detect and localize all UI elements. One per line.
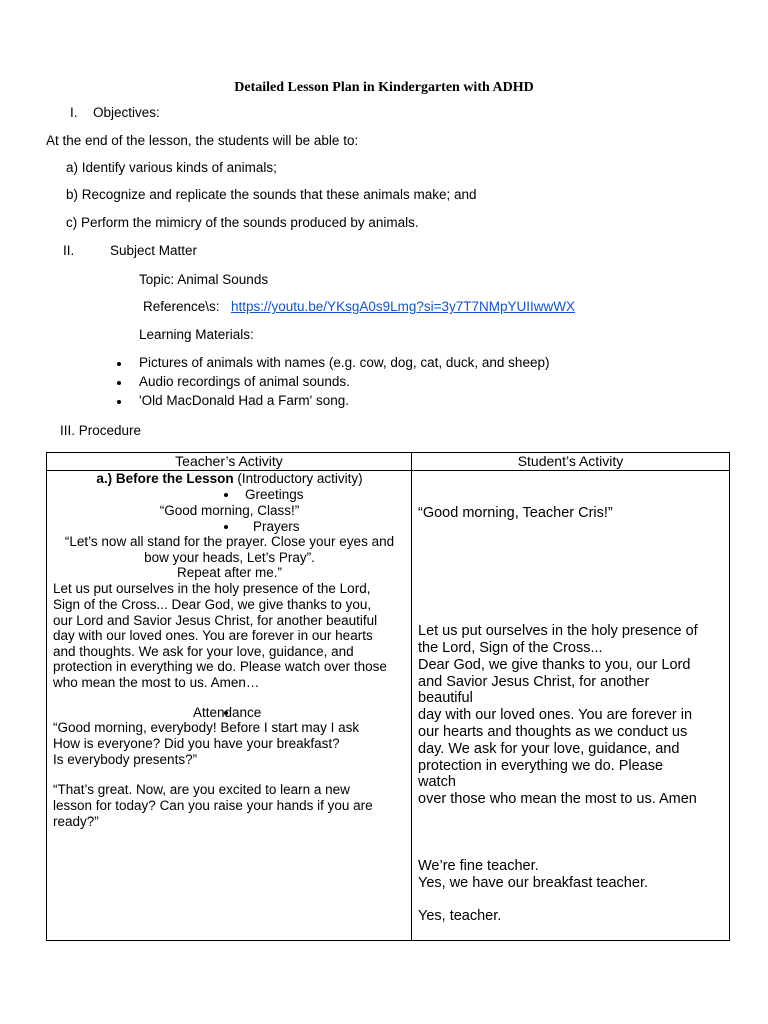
teacher-column-header: Teacher’s Activity (47, 453, 412, 471)
document-title: Detailed Lesson Plan in Kindergarten with ADHD (234, 80, 534, 95)
teacher-activity-cell (47, 471, 412, 941)
bullet-icon (224, 493, 228, 497)
phase-label: a.) Before the Lesson (96, 471, 234, 486)
bullet-icon (117, 400, 121, 404)
attendance-text-line: How is everyone? Did you have your breakfast? (53, 736, 340, 751)
student-fine-reply: We’re fine teacher. (418, 858, 539, 874)
student-breakfast-reply: Yes, we have our breakfast teacher. (418, 875, 648, 891)
prayer-instruction: “Let’s now all stand for the prayer. Close your eyes and (64, 534, 395, 549)
student-prayer-line: and Savior Jesus Christ, for another (418, 674, 650, 690)
student-prayer-line: protection in everything we do. Please (418, 758, 664, 774)
objective-item: a) Identify various kinds of animals; (66, 160, 277, 175)
subject-numeral: II. (63, 243, 75, 258)
attendance-label: Attendance (193, 705, 262, 720)
excite-text-line: ready?” (53, 814, 99, 829)
student-prayer-line: day. We ask for your love, guidance, and (418, 741, 680, 757)
prayer-instruction: bow your heads, Let’s Pray”. (144, 550, 315, 565)
student-prayer-line: beautiful (418, 690, 473, 706)
objectives-heading: Objectives: (93, 105, 160, 120)
prayers-label: Prayers (253, 519, 300, 534)
prayer-text-line: Sign of the Cross... Dear God, we give thanks to you, (53, 597, 372, 612)
student-prayer-line: over those who mean the most to us. Amen (418, 791, 697, 807)
student-prayer-line: Let us put ourselves in the holy presence of (418, 623, 698, 639)
student-yes-reply: Yes, teacher. (418, 908, 502, 924)
prayer-text-line: our Lord and Savior Jesus Christ, for another beautiful (53, 613, 378, 628)
procedure-heading: III. Procedure (60, 423, 142, 438)
student-activity-cell (412, 471, 730, 941)
student-prayer-line: watch (418, 774, 456, 790)
materials-label: Learning Materials: (139, 327, 254, 342)
prayer-text-line: day with our loved ones. You are forever in our hearts (53, 628, 373, 643)
student-prayer-line: our hearts and thoughts as we conduct us (418, 724, 688, 740)
bullet-icon (117, 381, 121, 385)
prayer-text-line: Let us put ourselves in the holy presence of the Lord, (53, 581, 371, 596)
prayer-instruction: Repeat after me.” (176, 565, 283, 580)
phase-heading (47, 471, 412, 487)
student-prayer-line: day with our loved ones. You are forever in (418, 707, 693, 723)
reference-link[interactable]: https://youtu.be/YKsgA0s9Lmg?si=3y7T7NMpYUIIwwWX (231, 299, 576, 314)
objectives-intro: At the end of the lesson, the students will be able to: (46, 133, 359, 148)
student-prayer-line: Dear God, we give thanks to you, our Lord (418, 657, 691, 673)
prayer-text-line: and thoughts. We ask for your love, guidance, and (53, 644, 354, 659)
reference-label: Reference\s: (143, 299, 220, 314)
procedure-table (46, 452, 730, 941)
attendance-text-line: “Good morning, everybody! Before I start may I ask (53, 720, 360, 735)
objectives-numeral: I. (70, 105, 78, 120)
objective-item: c) Perform the mimicry of the sounds produced by animals. (66, 215, 419, 230)
greetings-label: Greetings (245, 487, 304, 502)
phase-note: (Introductory activity) (233, 471, 363, 486)
subject-heading: Subject Matter (110, 243, 198, 258)
subject-topic: Topic: Animal Sounds (139, 272, 269, 287)
excite-text-line: “That’s great. Now, are you excited to learn a new (53, 782, 350, 797)
bullet-icon (117, 362, 121, 366)
student-greeting-reply: “Good morning, Teacher Cris!” (418, 505, 613, 521)
prayer-text-line: protection in everything we do. Please watch over those (53, 659, 387, 674)
attendance-text-line: Is everybody presents?” (53, 752, 198, 767)
material-item: Audio recordings of animal sounds. (139, 374, 350, 389)
student-prayer-line: the Lord, Sign of the Cross... (418, 640, 603, 656)
teacher-greeting: “Good morning, Class!” (159, 503, 300, 518)
material-item: Pictures of animals with names (e.g. cow, dog, cat, duck, and sheep) (139, 355, 550, 370)
material-item: 'Old MacDonald Had a Farm' song. (139, 393, 349, 408)
student-column-header: Student’s Activity (412, 453, 730, 471)
bullet-icon (224, 525, 228, 529)
excite-text-line: lesson for today? Can you raise your hands if you are (53, 798, 373, 813)
prayer-text-line: who mean the most to us. Amen… (53, 675, 260, 690)
objective-item: b) Recognize and replicate the sounds that these animals make; and (66, 187, 477, 202)
